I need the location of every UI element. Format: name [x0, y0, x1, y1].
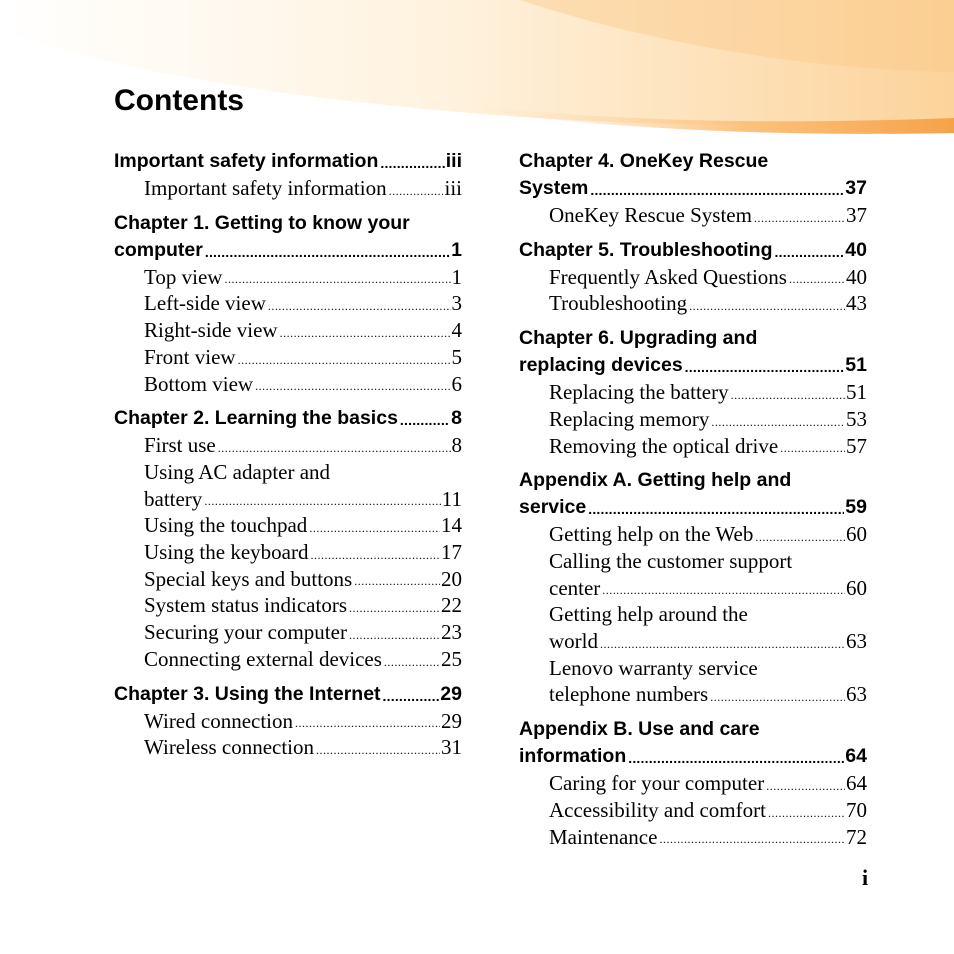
toc-item-title: OneKey Rescue System — [549, 203, 752, 227]
toc-item[interactable] — [519, 379, 867, 406]
toc-item[interactable] — [519, 264, 867, 291]
dot-leader — [224, 273, 450, 285]
dot-leader — [754, 212, 845, 224]
toc-chapter-page: 59 — [845, 496, 867, 519]
toc-item-title: Bottom view — [144, 371, 254, 396]
toc-chapter-title: System — [519, 177, 589, 199]
toc-item-title: Getting help on the Web — [549, 522, 754, 547]
toc-chapter[interactable] — [114, 210, 462, 264]
toc-item-page: 17 — [441, 540, 462, 565]
toc-item-page: 70 — [846, 797, 867, 822]
toc-item-title: Maintenance — [549, 824, 658, 849]
toc-chapter-title-line: Appendix A. Getting help and — [519, 469, 792, 492]
toc-item[interactable] — [519, 433, 867, 460]
dot-leader — [588, 503, 844, 515]
dot-leader — [280, 327, 451, 339]
toc-chapter-title-line: Chapter 4. OneKey Rescue — [519, 150, 769, 172]
dot-leader — [602, 584, 845, 596]
toc-chapter[interactable] — [114, 405, 462, 432]
toc-chapter-title: Chapter 5. Troubleshooting — [519, 238, 773, 261]
toc-item-page: 6 — [451, 371, 462, 396]
toc-item-page: 25 — [441, 646, 462, 671]
toc-item[interactable] — [114, 734, 462, 761]
dot-leader — [766, 780, 845, 792]
dot-leader — [205, 246, 450, 258]
toc-item[interactable] — [519, 521, 867, 548]
toc-item-page: iii — [444, 176, 462, 200]
toc-item-page: 53 — [846, 406, 867, 431]
toc-item-title: Connecting external devices — [144, 646, 382, 671]
toc-item-page: 4 — [451, 318, 462, 343]
toc-item-title-line: Calling the customer support — [549, 548, 793, 573]
toc-item[interactable] — [114, 175, 462, 202]
toc-item-title: Special keys and buttons — [144, 566, 353, 591]
dot-leader — [354, 575, 440, 587]
dot-leader — [380, 157, 444, 169]
toc-chapter[interactable] — [519, 148, 867, 202]
toc-item-page: 60 — [846, 522, 867, 547]
toc-item-title: Securing your computer — [144, 620, 347, 645]
toc-right-column — [519, 148, 867, 850]
toc-item-title: telephone numbers — [549, 682, 709, 707]
dot-leader — [383, 690, 440, 702]
dot-leader — [204, 495, 440, 507]
toc-chapter-page: 37 — [845, 177, 867, 199]
dot-leader — [255, 380, 450, 392]
dot-leader — [768, 807, 845, 819]
toc-item[interactable] — [519, 406, 867, 433]
toc-chapter[interactable] — [519, 325, 867, 379]
toc-item[interactable] — [114, 344, 462, 371]
dot-leader — [218, 442, 451, 454]
toc-item-page: 51 — [846, 380, 867, 405]
toc-item-page: 57 — [846, 433, 867, 458]
toc-chapter[interactable] — [114, 681, 462, 708]
toc-item[interactable] — [114, 264, 462, 291]
toc-item-page: 20 — [441, 566, 462, 591]
toc-item-page: 22 — [441, 593, 462, 618]
toc-chapter-title-line: Chapter 6. Upgrading and — [519, 327, 758, 350]
toc-item[interactable] — [114, 512, 462, 539]
toc-item-page: 63 — [846, 629, 867, 654]
dot-leader — [685, 361, 845, 373]
toc-left-column — [114, 148, 462, 761]
toc-chapter-title: Important safety information — [114, 150, 379, 172]
toc-item-title: Frequently Asked Questions — [549, 264, 787, 289]
toc-item-page: 37 — [846, 203, 867, 227]
toc-item-title: First use — [144, 433, 216, 458]
dot-leader — [310, 549, 440, 561]
toc-item[interactable] — [519, 797, 867, 824]
toc-item[interactable] — [114, 371, 462, 398]
toc-item[interactable] — [519, 770, 867, 797]
toc-chapter-page: iii — [445, 150, 462, 172]
toc-item-title: Replacing memory — [549, 406, 710, 431]
toc-item-page: 11 — [441, 486, 462, 511]
toc-item[interactable] — [114, 459, 462, 512]
dot-leader — [238, 354, 451, 366]
dot-leader — [400, 414, 450, 426]
dot-leader — [755, 531, 845, 543]
dot-leader — [659, 833, 845, 845]
toc-item[interactable] — [114, 539, 462, 566]
toc-item[interactable] — [114, 432, 462, 459]
toc-item-title-line: Using AC adapter and — [144, 459, 331, 484]
toc-item-page: 14 — [441, 513, 462, 538]
toc-item-page: 1 — [451, 264, 462, 289]
toc-item[interactable] — [519, 824, 867, 851]
toc-item-title: Wireless connection — [144, 735, 315, 760]
toc-chapter-title: Chapter 3. Using the Internet — [114, 682, 381, 705]
toc-chapter[interactable] — [114, 148, 462, 175]
dot-leader — [780, 442, 845, 454]
toc-item[interactable] — [519, 202, 867, 229]
toc-chapter[interactable] — [519, 716, 867, 770]
toc-item-page: 3 — [451, 291, 462, 316]
dot-leader — [600, 638, 845, 650]
toc-chapter-title-line: Appendix B. Use and care — [519, 718, 760, 741]
toc-item[interactable] — [519, 290, 867, 317]
toc-chapter-page: 64 — [845, 745, 867, 768]
dot-leader — [295, 717, 440, 729]
toc-item[interactable] — [114, 646, 462, 673]
toc-chapter-page: 51 — [845, 354, 867, 377]
dot-leader — [731, 389, 845, 401]
dot-leader — [309, 522, 440, 534]
toc-item-title: Accessibility and comfort — [549, 797, 766, 822]
toc-item-page: 23 — [441, 620, 462, 645]
toc-item-page: 40 — [846, 264, 867, 289]
header-banner — [0, 0, 954, 140]
toc-item-title-line: Lenovo warranty service — [549, 655, 758, 680]
toc-chapter-title: Chapter 2. Learning the basics — [114, 407, 398, 430]
toc-item-title: world — [549, 629, 598, 654]
dot-leader — [789, 273, 845, 285]
toc-item-page: 29 — [441, 708, 462, 733]
toc-item-title: Removing the optical drive — [549, 433, 779, 458]
dot-leader — [628, 752, 844, 764]
toc-item-page: 43 — [846, 291, 867, 316]
dot-leader — [590, 184, 844, 196]
toc-item[interactable] — [519, 548, 867, 601]
page-title: Contents — [114, 84, 244, 117]
toc-item[interactable] — [519, 655, 867, 708]
toc-item-page: 72 — [846, 824, 867, 849]
toc-item-title-line: Getting help around the — [549, 602, 748, 627]
toc-item-title: Front view — [144, 344, 236, 369]
toc-chapter-title: computer — [114, 238, 203, 261]
toc-item-page: 5 — [451, 344, 462, 369]
dot-leader — [349, 629, 440, 641]
dot-leader — [775, 246, 845, 258]
dot-leader — [349, 602, 440, 614]
toc-item-page: 60 — [846, 575, 867, 600]
dot-leader — [711, 416, 845, 428]
toc-item-title: Left-side view — [144, 291, 266, 316]
toc-item-title: Wired connection — [144, 708, 294, 733]
toc-chapter-title-line: Chapter 1. Getting to know your — [114, 211, 410, 234]
toc-item-page: 8 — [451, 433, 462, 458]
toc-item-page: 31 — [441, 735, 462, 760]
toc-item-title: battery — [144, 486, 203, 511]
toc-item[interactable] — [114, 566, 462, 593]
toc-item-page: 63 — [846, 682, 867, 707]
toc-chapter-page: 1 — [451, 238, 462, 261]
toc-item-title: Important safety information — [144, 176, 387, 200]
toc-item-title: Using the touchpad — [144, 513, 308, 538]
toc-item-page: 64 — [846, 771, 867, 796]
toc-chapter-title: service — [519, 496, 587, 519]
toc-chapter-title: information — [519, 745, 627, 768]
toc-item[interactable] — [114, 619, 462, 646]
toc-item[interactable] — [114, 317, 462, 344]
toc-chapter[interactable] — [519, 467, 867, 521]
toc-item-title: System status indicators — [144, 593, 347, 618]
toc-item-title: Using the keyboard — [144, 540, 309, 565]
dot-leader — [689, 300, 845, 312]
dot-leader — [710, 691, 845, 703]
toc-chapter-page: 29 — [440, 682, 462, 705]
toc-chapter-page: 8 — [451, 407, 462, 430]
toc-item-title: center — [549, 575, 601, 600]
toc-item-title: Replacing the battery — [549, 380, 729, 405]
dot-leader — [384, 656, 440, 668]
toc-chapter-title: replacing devices — [519, 354, 683, 377]
toc-item-title: Troubleshooting — [549, 291, 688, 316]
dot-leader — [389, 185, 444, 197]
dot-leader — [316, 744, 440, 756]
toc-item[interactable] — [114, 708, 462, 735]
page-number: i — [862, 865, 869, 890]
toc-item[interactable] — [519, 601, 867, 654]
toc-item-title: Top view — [144, 264, 223, 289]
toc-chapter[interactable] — [519, 237, 867, 264]
toc-item-title: Caring for your computer — [549, 771, 765, 796]
toc-chapter-page: 40 — [845, 238, 867, 261]
toc-item-title: Right-side view — [144, 318, 278, 343]
toc-item[interactable] — [114, 290, 462, 317]
toc-item[interactable] — [114, 592, 462, 619]
dot-leader — [268, 300, 451, 312]
